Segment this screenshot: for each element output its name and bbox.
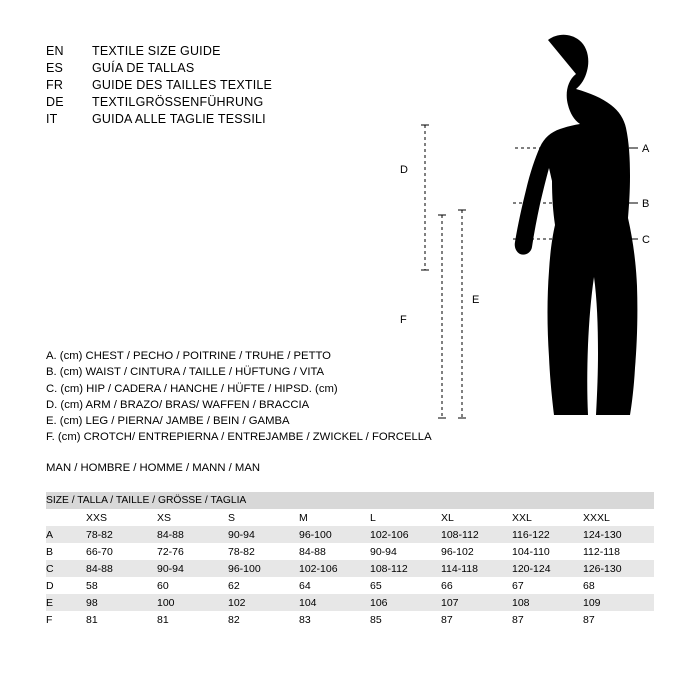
- table-cell: 124-130: [583, 526, 654, 543]
- table-cell: 72-76: [157, 543, 228, 560]
- table-cell: 96-100: [228, 560, 299, 577]
- legend-line: B. (cm) WAIST / CINTURA / TAILLE / HÜFTUNG / VITA: [46, 366, 325, 379]
- table-cell: 78-82: [86, 526, 157, 543]
- table-cell: 78-82: [228, 543, 299, 560]
- table-header-row: [46, 509, 654, 526]
- table-cell: 102-106: [299, 560, 370, 577]
- table-cell: 87: [441, 611, 512, 628]
- table-cell: 82: [228, 611, 299, 628]
- language-row: [46, 78, 376, 92]
- table-cell: 84-88: [299, 543, 370, 560]
- table-cell: 96-102: [441, 543, 512, 560]
- header-cell-l: L: [370, 509, 441, 526]
- language-row: [46, 44, 376, 58]
- legend-line: F. (cm) CROTCH/ ENTREPIERNA / ENTREJAMBE / ZWICKEL / FORCELLA: [46, 431, 432, 444]
- language-row: [46, 112, 376, 126]
- table-cell: 108: [512, 594, 583, 611]
- marker-d: D: [400, 164, 408, 176]
- table-cell: 120-124: [512, 560, 583, 577]
- table-cell: 62: [228, 577, 299, 594]
- language-code: ES: [46, 61, 64, 75]
- marker-a: A: [642, 143, 650, 155]
- table-cell: 68: [583, 577, 654, 594]
- row-label: B: [46, 543, 86, 560]
- table-caption-row: [46, 492, 654, 509]
- table-cell: 81: [157, 611, 228, 628]
- table-cell: 107: [441, 594, 512, 611]
- language-code: FR: [46, 78, 64, 92]
- table-cell: 104: [299, 594, 370, 611]
- language-title: GUÍA DE TALLAS: [92, 61, 195, 75]
- table-cell: 66-70: [86, 543, 157, 560]
- marker-b: B: [642, 198, 650, 210]
- table-cell: 106: [370, 594, 441, 611]
- table-cell: 67: [512, 577, 583, 594]
- gender-label: MAN / HOMBRE / HOMME / MANN / MAN: [46, 462, 261, 474]
- header-cell-xs: XS: [157, 509, 228, 526]
- table-cell: 90-94: [228, 526, 299, 543]
- language-title: GUIDA ALLE TAGLIE TESSILI: [92, 112, 266, 126]
- header-cell-blank: [46, 509, 86, 526]
- table-row: [46, 560, 654, 577]
- table-row: [46, 526, 654, 543]
- table-cell: 84-88: [86, 560, 157, 577]
- marker-f: F: [400, 314, 407, 326]
- table-cell: 108-112: [370, 560, 441, 577]
- table-cell: 87: [583, 611, 654, 628]
- header-cell-m: M: [299, 509, 370, 526]
- table-cell: 90-94: [370, 543, 441, 560]
- body-measurement-diagram: [380, 20, 680, 480]
- language-title: TEXTILE SIZE GUIDE: [92, 44, 221, 58]
- legend-line: A. (cm) CHEST / PECHO / POITRINE / TRUHE / PETTO: [46, 350, 331, 362]
- legend-line: C. (cm) HIP / CADERA / HANCHE / HÜFTE / HIPSD. (cm): [46, 382, 338, 395]
- language-title: TEXTILGRÖSSENFÜHRUNG: [92, 95, 264, 109]
- language-title-block: [46, 44, 376, 129]
- marker-c: C: [642, 234, 650, 246]
- table-row: [46, 577, 654, 594]
- header-cell-xxs: XXS: [86, 509, 157, 526]
- table-cell: 102-106: [370, 526, 441, 543]
- table-cell: 58: [86, 577, 157, 594]
- table-cell: 81: [86, 611, 157, 628]
- table-cell: 87: [512, 611, 583, 628]
- table-cell: 83: [299, 611, 370, 628]
- table-cell: 108-112: [441, 526, 512, 543]
- row-label: D: [46, 577, 86, 594]
- table-cell: 98: [86, 594, 157, 611]
- table-cell: 100: [157, 594, 228, 611]
- header-cell-xxxl: XXXL: [583, 509, 654, 526]
- header-cell-xl: XL: [441, 509, 512, 526]
- legend-line: D. (cm) ARM / BRAZO/ BRAS/ WAFFEN / BRACCIA: [46, 398, 310, 411]
- row-label: E: [46, 594, 86, 611]
- table-cell: 126-130: [583, 560, 654, 577]
- table-cell: 65: [370, 577, 441, 594]
- language-code: IT: [46, 112, 58, 126]
- table-cell: 112-118: [583, 543, 654, 560]
- table-row: [46, 543, 654, 560]
- language-title: GUIDE DES TAILLES TEXTILE: [92, 78, 273, 92]
- male-silhouette: [515, 35, 638, 415]
- table-cell: 102: [228, 594, 299, 611]
- size-table: [46, 492, 654, 628]
- header-cell-xxl: XXL: [512, 509, 583, 526]
- table-cell: 85: [370, 611, 441, 628]
- row-label: F: [46, 611, 86, 628]
- language-row: [46, 61, 376, 75]
- table-cell: 96-100: [299, 526, 370, 543]
- table-cell: 114-118: [441, 560, 512, 577]
- table-cell: 104-110: [512, 543, 583, 560]
- table-caption: SIZE / TALLA / TAILLE / GRÖSSE / TAGLIA: [46, 492, 654, 509]
- table-cell: 90-94: [157, 560, 228, 577]
- row-label: C: [46, 560, 86, 577]
- header-cell-s: S: [228, 509, 299, 526]
- table-row: [46, 594, 654, 611]
- table-cell: 116-122: [512, 526, 583, 543]
- language-code: EN: [46, 44, 64, 58]
- table-row: [46, 611, 654, 628]
- table-cell: 60: [157, 577, 228, 594]
- table-cell: 66: [441, 577, 512, 594]
- legend-line: E. (cm) LEG / PIERNA/ JAMBE / BEIN / GAMBA: [46, 415, 290, 428]
- language-row: [46, 95, 376, 109]
- marker-e: E: [472, 294, 480, 306]
- table-cell: 84-88: [157, 526, 228, 543]
- language-code: DE: [46, 95, 64, 109]
- guide-caps: [421, 125, 466, 418]
- row-label: A: [46, 526, 86, 543]
- table-cell: 109: [583, 594, 654, 611]
- size-table-wrapper: [46, 492, 654, 628]
- table-cell: 64: [299, 577, 370, 594]
